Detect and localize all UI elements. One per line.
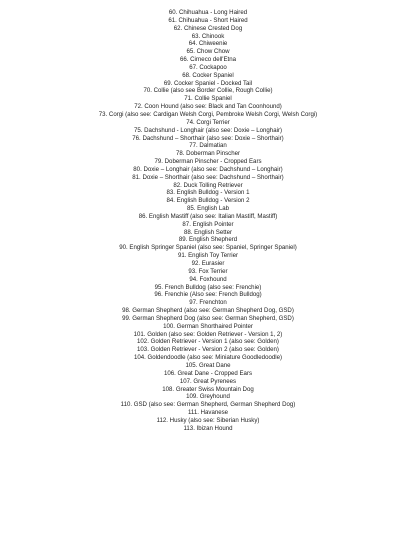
list-item: 94. Foxhound [189,275,227,283]
list-item: 89. English Shepherd [178,236,238,244]
list-item: 71. Collie Spaniel [184,95,232,103]
list-item: 105. Great Dane [185,361,231,369]
list-item: 75. Dachshund - Longhair (also see: Doxie – Longhair) [133,126,283,134]
breed-list [0,9,416,433]
list-item: 65. Chow Chow [186,48,230,56]
document-page [0,9,416,433]
list-item: 85. English Lab [186,205,229,213]
list-item: 103. Golden Retriever - Version 2 (also see: Golden) [137,346,279,354]
list-item: 66. Cirneco dell'Etna [179,56,237,64]
list-item: 91. English Toy Terrier [177,252,239,260]
list-item: 96. Frenchie (Also see: French Bulldog) [154,291,262,299]
list-item: 112. Husky (also see: Siberian Husky) [156,416,260,424]
list-item: 106. Great Dane - Cropped Ears [163,369,253,377]
list-item: 113. Ibizan Hound [183,424,233,432]
list-item: 98. German Shepherd (also see: German Shepherd Dog, GSD) [122,307,294,315]
list-item: 92. Eurasier [191,260,225,267]
list-item: 63. Chinook [191,32,225,40]
list-item: 74. Corgi Terrier [186,118,230,126]
list-item: 102. Golden Retriever - Version 1 (also see: Golden) [137,338,279,346]
list-item: 95. French Bulldog (also see: Frenchie) [154,283,262,291]
list-item: 68. Cocker Spaniel [182,71,234,79]
list-item: 84. English Bulldog - Version 2 [166,197,250,205]
list-item: 109. Greyhound [186,393,230,401]
list-item: 90. English Springer Spaniel (also see: Spaniel, Springer Spaniel) [119,244,297,252]
list-item: 62. Chinese Crested Dog [173,24,243,32]
list-item: 67. Cockapoo [189,63,227,71]
list-item: 110. GSD (also see: German Shepherd, German Shepherd Dog) [120,401,296,409]
list-item: 76. Dachshund – Shorthair (also see: Doxie – Shorthair) [132,134,284,142]
list-item: 88. English Setter [183,228,233,236]
list-item: 80. Doxie – Longhair (also see: Dachshund – Longhair) [133,165,283,173]
list-item: 83. English Bulldog - Version 1 [166,189,250,197]
list-item: 60. Chihuahua - Long Haired [168,9,248,16]
list-item: 70. Collie (also see Border Collie, Rough Collie) [143,87,273,95]
list-item: 111. Havanese [187,409,229,417]
list-item: 107. Great Pyrenees [179,377,237,385]
list-item: 81. Doxie – Shorthair (also see: Dachshund – Shorthair) [132,173,284,181]
list-item: 101. Golden (also see: Golden Retriever - Version 1, 2) [133,330,283,338]
list-item: 86. English Mastiff (also see: Italian Mastiff, Mastiff) [138,212,278,220]
list-item: 61. Chihuahua - Short Haired [168,16,248,24]
list-item: 100. German Shorthaired Pointer [163,322,253,330]
list-item: 77. Dalmatian [189,142,227,150]
list-item: 99. German Shepherd Dog (also see: German Shepherd, GSD) [122,314,294,322]
list-item: 104. Goldendoodle (also see: Miniature Goodledoodle) [133,354,283,362]
list-item: 73. Corgi (also see: Cardigan Welsh Corgi, Pembroke Welsh Corgi, Welsh Corgi) [98,110,318,118]
list-item: 78. Doberman Pinscher [175,150,241,158]
list-item: 69. Cocker Spaniel - Docked Tail [163,79,253,87]
list-item: 64. Chiweenie [188,40,228,48]
list-item: 82. Duck Tolling Retriever [173,181,243,189]
list-item: 108. Greater Swiss Mountain Dog [162,385,254,393]
list-item: 72. Coon Hound (also see: Black and Tan Coonhound) [134,103,282,111]
list-item: 93. Fox Terrier [188,267,228,275]
list-item: 79. Doberman Pinscher - Cropped Ears [154,158,262,166]
list-item: 87. English Pointer [182,220,234,228]
list-item: 97. Frenchton [189,299,227,307]
